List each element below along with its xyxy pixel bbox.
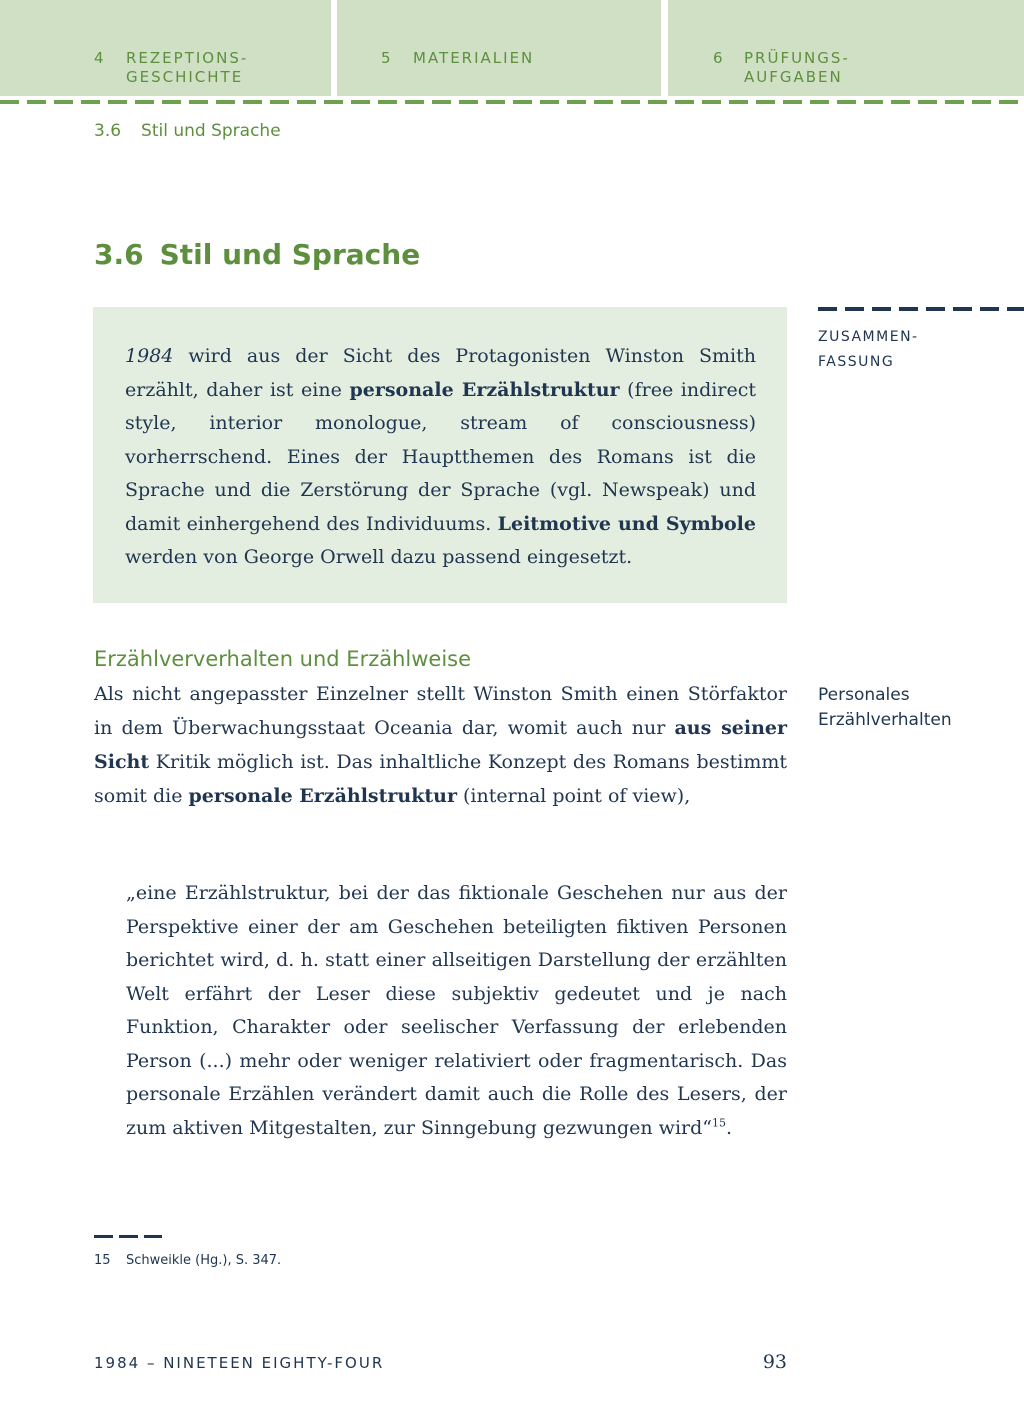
- page-title: [94, 238, 420, 271]
- summary-label: ZUSAMMEN- FASSUNG: [818, 329, 919, 370]
- footnote: [94, 1253, 282, 1268]
- footer-book-title: 1984 – NINETEEN EIGHTY-FOUR: [94, 1354, 385, 1372]
- key-term: Leitmotive und Symbole: [497, 512, 756, 535]
- body-paragraph: Als nicht angepasster Einzelner stellt Winston Smith einen Störfaktor in dem Überwachungsstaat Oceania dar, womit auch nur aus seiner Sicht Kritik möglich ist. Das inhaltliche Konzept des Romans bestimmt somit die personale Erzählstruktur (internal point of view),: [94, 683, 787, 807]
- tab-rezeptionsgeschichte[interactable]: [0, 0, 331, 96]
- tab-label: PRÜFUNGS- AUFGABEN: [744, 49, 850, 86]
- running-head-title: Stil und Sprache: [141, 121, 281, 141]
- summary-box: [93, 307, 787, 603]
- tab-pruefungsaufgaben[interactable]: [668, 0, 1024, 96]
- chapter-title: Stil und Sprache: [159, 238, 421, 271]
- footnote-number: 15: [94, 1253, 111, 1268]
- header-divider: [0, 100, 1024, 104]
- tab-number: 5: [381, 49, 393, 67]
- quote-text: „eine Erzählstruktur, bei der das fiktionale Geschehen nur aus der Perspektive einer der am Geschehen beteiligten fiktiven Personen berichtet wird, d. h. statt einer allseitigen Darstellung der erzählten Welt erfährt der Leser diese subjektiv gedeutet und je nach Funktion, Charakter oder seelischer Verfassung der erlebenden Person (...) mehr oder weniger relativiert oder fragmentarisch. Das personale Erzählen verändert damit auch die Rolle des Lesers, der zum aktiven Mitgestalten, zur Sinngebung gezwungen wird“: [126, 882, 787, 1139]
- chapter-number: 3.6: [94, 238, 144, 271]
- summary-text: 1984 wird aus der Sicht des Protagonisten Winston Smith erzählt, daher ist eine personale Erzählstruktur (free indirect style, interior monologue, stream of consciousness) vorherrschend. Eines der Hauptthemen des Romans ist die Sprache und die Zerstörung der Sprache (vgl. Newspeak) und damit einhergehend des Individuums. Leitmotive und Symbole werden von George Orwell dazu passend eingesetzt.: [125, 345, 756, 568]
- sidebar-divider: [818, 307, 1024, 311]
- footnote-divider: [94, 1235, 162, 1238]
- running-head-number: 3.6: [94, 121, 122, 141]
- tab-label: MATERIALIEN: [413, 49, 535, 67]
- key-term: aus seiner Sicht: [94, 717, 787, 773]
- tab-number: 6: [713, 49, 725, 67]
- footnote-text: Schweikle (Hg.), S. 347.: [126, 1253, 282, 1268]
- margin-note: Personales Erzählverhalten: [818, 685, 952, 730]
- book-title: 1984: [125, 345, 174, 367]
- block-quote: „eine Erzählstruktur, bei der das fiktionale Geschehen nur aus der Perspektive einer der am Geschehen beteiligten fiktiven Personen berichtet wird, d. h. statt einer allseitigen Darstellung der erzählten Welt erfährt der Leser diese subjektiv gedeutet und je nach Funktion, Charakter oder seelischer Verfassung der erlebenden Person (...) mehr oder weniger relativiert oder fragmentarisch. Das personale Erzählen verändert damit auch die Rolle des Lesers, der zum aktiven Mitgestalten, zur Sinngebung gezwungen wird“$^{15}$.: [126, 882, 787, 1139]
- chapter-navigation: [0, 0, 1024, 96]
- tab-materialien[interactable]: [337, 0, 661, 96]
- tab-number: 4: [94, 49, 106, 67]
- section-heading: Erzählververhalten und Erzählweise: [94, 647, 472, 671]
- page-number: 93: [762, 1351, 787, 1373]
- tab-label: REZEPTIONS- GESCHICHTE: [126, 49, 249, 86]
- key-term: personale Erzählstruktur: [349, 378, 620, 401]
- running-head: [94, 121, 281, 141]
- footnote-reference[interactable]: 15: [712, 1116, 726, 1130]
- key-term: personale Erzählstruktur: [188, 785, 457, 807]
